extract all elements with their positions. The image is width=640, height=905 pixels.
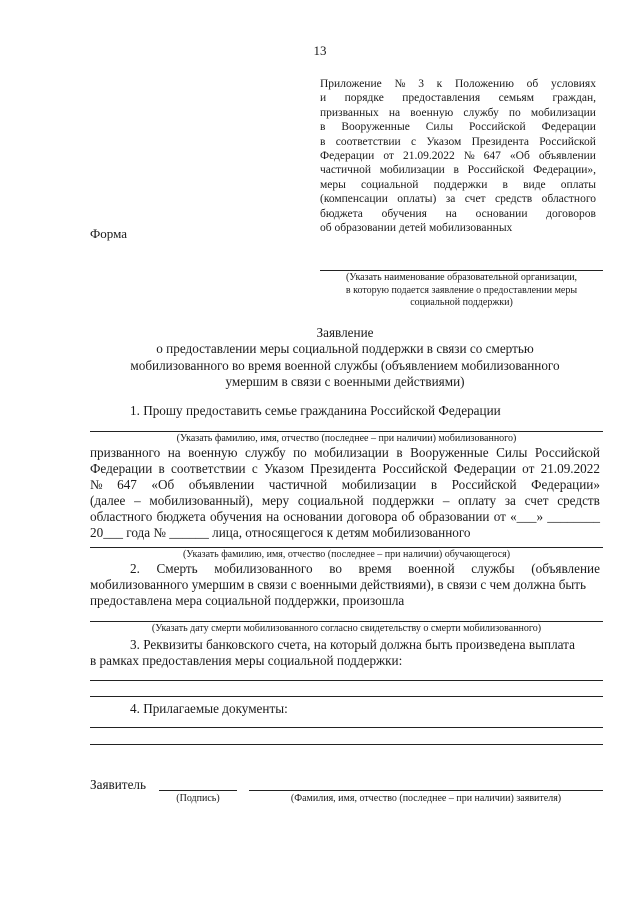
- word: счет: [464, 193, 486, 206]
- caption-death-date: (Указать дату смерти мобилизованного согласно свидетельству о смерти мобилизованного): [151, 623, 542, 634]
- appendix-header: [320, 77, 596, 235]
- word: Федерации: [90, 461, 153, 477]
- signature-line[interactable]: [159, 790, 237, 791]
- word: мобилизованного: [214, 561, 313, 576]
- paragraph-line: [90, 461, 600, 477]
- word: Российской: [467, 164, 525, 177]
- word: время: [358, 561, 392, 576]
- word: частичной: [268, 477, 328, 493]
- word: Указом: [426, 135, 462, 148]
- word: с: [251, 461, 258, 477]
- word: во: [329, 561, 342, 576]
- word: договора: [347, 509, 398, 525]
- appendix-line: [320, 135, 596, 149]
- word: призванных: [320, 106, 379, 119]
- appendix-line: [320, 192, 596, 206]
- word: от: [522, 461, 535, 477]
- word: об: [526, 78, 539, 90]
- word: поддержки: [372, 493, 435, 509]
- item-3-text: [90, 637, 600, 669]
- appendix-line: [320, 120, 596, 134]
- word: соответствии: [335, 135, 401, 148]
- word: областного: [541, 193, 596, 206]
- word: Силы: [496, 445, 528, 460]
- word: Президента: [310, 461, 377, 477]
- word: и: [320, 92, 327, 105]
- appendix-line: [320, 207, 596, 221]
- word: Российской: [382, 461, 448, 477]
- student-name-line[interactable]: [90, 547, 603, 548]
- word: порядке: [344, 92, 384, 105]
- word: средств: [557, 493, 600, 509]
- word: семьям: [498, 92, 535, 105]
- word: Смерть: [156, 561, 198, 576]
- word: Президента: [471, 135, 529, 148]
- word: оплату: [458, 493, 497, 509]
- word: меры: [320, 178, 346, 191]
- appendix-line: [320, 91, 596, 105]
- org-caption: [320, 272, 603, 310]
- word: граждан,: [552, 92, 596, 105]
- word: мобилизации: [314, 445, 389, 460]
- word: мобилизации: [530, 106, 596, 119]
- word: Российской: [534, 445, 600, 460]
- word: Приложение: [320, 78, 382, 90]
- word: социальной: [297, 493, 364, 509]
- item-4-text: 4. Прилагаемые документы:: [130, 701, 288, 716]
- word: военной: [408, 561, 455, 576]
- word: –: [442, 493, 450, 509]
- word: социальной: [361, 178, 419, 191]
- word: №: [90, 477, 103, 493]
- org-caption-line: в которую подается заявление о предоставлении меры: [345, 284, 578, 296]
- applicant-label: Заявитель: [90, 777, 147, 792]
- word: объявлении: [188, 477, 255, 493]
- item-2-line: [90, 561, 600, 577]
- death-date-line[interactable]: [90, 621, 603, 622]
- bank-details-line[interactable]: [90, 696, 603, 697]
- word: 3: [418, 78, 424, 90]
- item-2-text: [90, 561, 600, 609]
- item-2-line: предоставлена мера социальной поддержки, произошла: [90, 593, 405, 609]
- word: обучения: [381, 207, 427, 220]
- word: поддержки: [433, 178, 488, 191]
- word: за: [504, 493, 516, 509]
- org-caption-line: социальной поддержки): [410, 297, 513, 308]
- word: Российской: [539, 135, 596, 148]
- word: меру: [261, 493, 290, 509]
- word: мобилизованный),: [149, 493, 254, 509]
- appendix-line: об образовании детей мобилизованных: [320, 222, 513, 235]
- word: в: [502, 178, 508, 191]
- word: частичной: [320, 164, 372, 177]
- appendix-line: [320, 178, 596, 192]
- paragraph-line: 20___ года № ______ лица, относящегося к детям мобилизованного: [90, 525, 471, 541]
- title-line: мобилизованного во время военной службы (объявлением мобилизованного: [130, 357, 560, 373]
- word: Федерации»,: [533, 164, 596, 177]
- caption-student-name: (Указать фамилию, имя, отчество (последнее – при наличии) обучающегося): [182, 549, 511, 560]
- paragraph-line: [90, 477, 600, 493]
- word: службы: [471, 561, 515, 576]
- documents-line[interactable]: [90, 727, 603, 728]
- word: областного: [90, 509, 153, 525]
- word: Федерации: [320, 150, 375, 163]
- form-label: Форма: [90, 226, 127, 241]
- word: призванного: [90, 445, 161, 460]
- word: в: [320, 135, 326, 148]
- word: Российской: [469, 121, 526, 134]
- word: в: [320, 121, 326, 134]
- word: счет: [524, 493, 549, 509]
- word: в: [158, 461, 165, 477]
- word: Указом: [263, 461, 305, 477]
- word: Силы: [425, 121, 454, 134]
- appendix-line: [320, 77, 596, 91]
- title-heading: Заявление: [316, 325, 374, 340]
- word: Вооруженные: [410, 445, 489, 460]
- word: Российской: [451, 477, 517, 493]
- word: 647: [117, 477, 137, 493]
- word: №: [463, 150, 475, 163]
- word: службу: [463, 106, 499, 119]
- word: (далее: [90, 493, 126, 509]
- word: 2.: [130, 561, 140, 576]
- word: бюджета: [320, 207, 363, 220]
- appendix-line: [320, 163, 596, 177]
- word: 21.09.2022: [402, 150, 455, 163]
- word: договоров: [546, 207, 596, 220]
- org-name-line[interactable]: [320, 270, 603, 271]
- word: оплаты): [397, 193, 437, 206]
- signature-caption: (Подпись): [176, 793, 220, 804]
- word: оплаты: [560, 178, 596, 191]
- word: по: [508, 106, 521, 119]
- word: с: [410, 135, 417, 148]
- word: в: [396, 445, 403, 460]
- word: обучения: [209, 509, 262, 525]
- word: об: [401, 509, 415, 525]
- word: в: [430, 477, 438, 493]
- word: «___»: [510, 509, 544, 525]
- item-3-line: в рамках предоставления меры социальной поддержки:: [90, 653, 403, 669]
- title-line: умершим в связи с военными действиями): [225, 373, 465, 389]
- appendix-line: [320, 149, 596, 163]
- word: по: [293, 445, 307, 460]
- word: (компенсации: [320, 193, 388, 206]
- applicant-name-caption: (Фамилия, имя, отчество (последнее – при наличии) заявителя): [290, 793, 562, 804]
- word: военную: [410, 106, 454, 119]
- document-title: [90, 325, 600, 390]
- word: военную: [188, 445, 238, 460]
- mobilized-name-line[interactable]: [90, 431, 603, 432]
- word: средств: [495, 193, 533, 206]
- word: службу: [245, 445, 286, 460]
- word: на: [167, 445, 181, 460]
- item-2-line: мобилизованного умершим в связи с военными действиями), в связи с чем должна быть: [90, 577, 587, 593]
- word: «Об: [151, 477, 175, 493]
- word: на: [445, 207, 457, 220]
- word: виде: [523, 178, 546, 191]
- item-3-line: 3. Реквизиты банковского счета, на который должна быть произведена выплата: [130, 637, 575, 652]
- word: от: [383, 150, 394, 163]
- documents-line[interactable]: [90, 744, 603, 745]
- word: Вооруженные: [341, 121, 410, 134]
- word: –: [134, 493, 141, 509]
- paragraph-line: [90, 509, 600, 525]
- applicant-name-line[interactable]: [249, 790, 603, 791]
- paragraph-line: [90, 445, 600, 461]
- page-number: 13: [313, 43, 327, 58]
- word: объявлении: [538, 150, 596, 163]
- word: 647: [483, 150, 501, 163]
- word: мобилизации: [341, 477, 417, 493]
- word: ________: [547, 509, 600, 525]
- word: Положению: [455, 78, 514, 90]
- word: на: [388, 106, 401, 119]
- item-1-text: 1. Прошу предоставить семье гражданина Российской Федерации: [130, 403, 501, 418]
- word: условиях: [550, 78, 596, 90]
- word: 21.09.2022: [540, 461, 600, 477]
- word: Федерации: [541, 121, 596, 134]
- word: «Об: [509, 150, 530, 163]
- word: к: [436, 78, 443, 90]
- word: за: [445, 193, 456, 206]
- word: (объявление: [531, 561, 600, 576]
- word: соответствии: [171, 461, 246, 477]
- org-caption-line: (Указать наименование образовательной организации,: [345, 272, 578, 283]
- main-paragraph: [90, 445, 600, 542]
- word: основании: [283, 509, 343, 525]
- word: основании: [475, 207, 528, 220]
- caption-mobilized-name: (Указать фамилию, имя, отчество (последнее – при наличии) мобилизованного): [176, 433, 517, 444]
- word: мобилизации: [379, 164, 445, 177]
- bank-details-line[interactable]: [90, 680, 603, 681]
- word: Федерации: [453, 461, 516, 477]
- word: бюджета: [156, 509, 206, 525]
- word: в: [453, 164, 459, 177]
- word: на: [266, 509, 280, 525]
- word: образовании: [418, 509, 490, 525]
- appendix-line: [320, 106, 596, 120]
- word: Федерации»: [531, 477, 600, 493]
- word: от: [493, 509, 506, 525]
- paragraph-line: [90, 493, 600, 509]
- word: №: [394, 78, 406, 90]
- title-line: о предоставлении меры социальной поддержки в связи со смертью: [156, 341, 534, 357]
- word: предоставления: [402, 92, 481, 105]
